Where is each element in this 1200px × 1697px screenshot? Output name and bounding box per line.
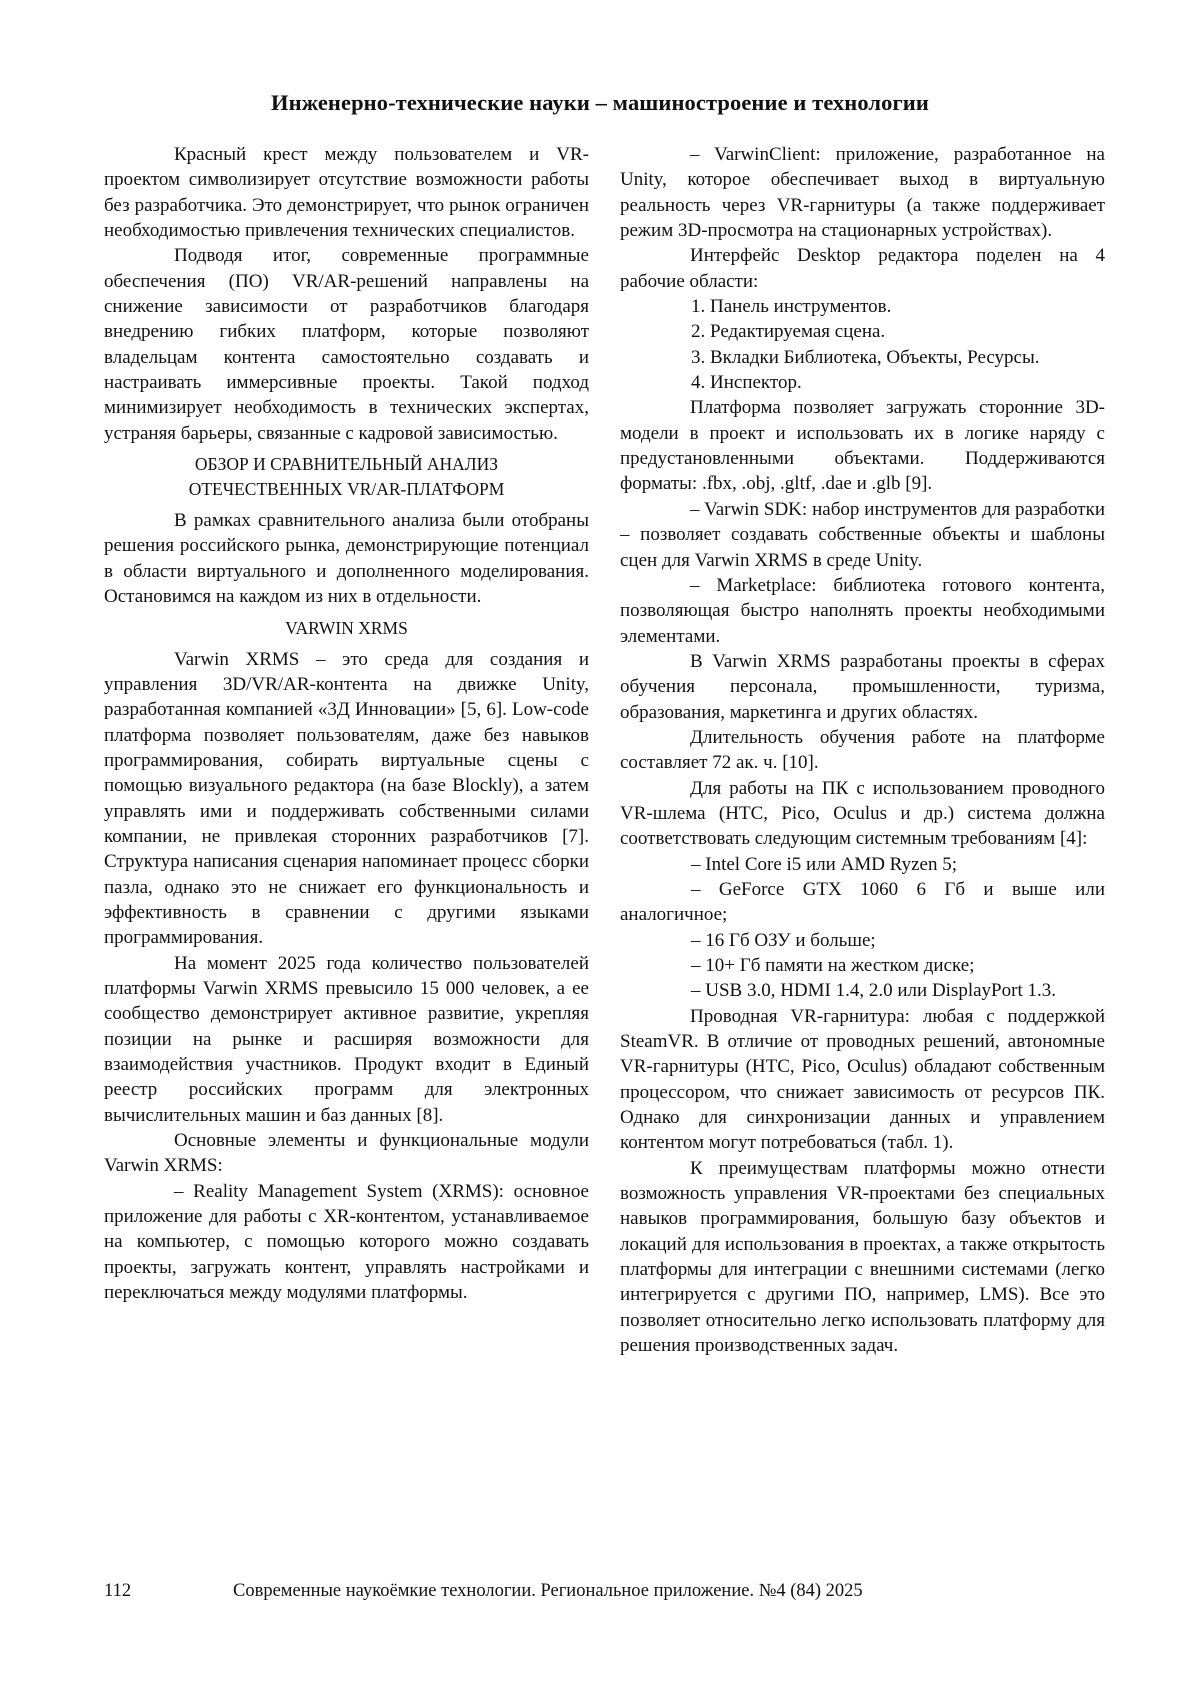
list-item: 4. Инспектор.	[691, 372, 802, 394]
paragraph: – Varwin SDK: набор инструментов для разработки – позволяет создавать собственные объекты и шаблоны сцен для Varwin XRMS в среде Unity.	[620, 498, 1105, 571]
paragraph: К преимуществам платформы можно отнести возможность управления VR-проектами без специальных навыков программирования, большую базу объектов и локаций для использования в проектах, а также открытость платформы для интеграции с внешними системами (легко интегрируется с другими ПО, например, LMS). Все это позволяет относительно легко использовать платформу для решения производственных задач.	[620, 1157, 1105, 1357]
paragraph: Varwin XRMS – это среда для создания и управления 3D/VR/AR-контента на движке Unity, разработанная компанией «3Д Инновации» [5, 6]. Low-code платформа позволяет пользователям, даже без навыков программирования, собирать виртуальные сцены с помощью визуального редактора (на базе Blockly), а затем управлять ими и поддерживать собственными силами компании, не привлекая сторонних разработчиков [7]. Структура написания сценария напоминает процесс сборки пазла, однако это не снижает его функциональность и эффективность в сравнении с другими языками программирования.	[104, 648, 589, 949]
list-item: 1. Панель инструментов.	[691, 296, 892, 318]
journal-title: Современные наукоёмкие технологии. Региональное приложение. №4 (84) 2025	[233, 1581, 863, 1601]
requirement-item: – Intel Core i5 или AMD Ryzen 5;	[691, 853, 957, 875]
section-heading: ОБЗОР И СРАВНИТЕЛЬНЫЙ АНАЛИЗ ОТЕЧЕСТВЕННЫХ VR/AR-ПЛАТФОРМ	[188, 454, 505, 500]
requirement-item: – GeForce GTX 1060 6 Гб и выше или аналогичное;	[620, 878, 1105, 926]
paragraph: В Varwin XRMS разработаны проекты в сферах обучения персонала, промышленности, туризма, образования, маркетинга и других областях.	[620, 650, 1105, 723]
paragraph: Платформа позволяет загружать сторонние 3D-модели в проект и использовать их в логике наряду с предустановленными объектами. Поддерживаются форматы: .fbx, .obj, .gltf, .dae и .glb [9].	[620, 397, 1105, 495]
paragraph: Основные элементы и функциональные модули Varwin XRMS:	[104, 1130, 589, 1177]
right-column	[620, 142, 1105, 1359]
paragraph: Для работы на ПК с использованием проводного VR-шлема (HTC, Pico, Oculus и др.) система должна соответствовать следующим системным требованиям [4]:	[620, 777, 1105, 850]
running-header: Инженерно-технические науки – машиностроение и технологии	[271, 90, 929, 115]
section-heading: VARWIN XRMS	[285, 617, 408, 638]
paragraph: – Marketplace: библиотека готового контента, позволяющая быстро наполнять проекты необходимыми элементами.	[620, 574, 1105, 647]
paragraph: Длительность обучения работе на платформе составляет 72 ак. ч. [10].	[620, 726, 1105, 774]
paragraph: В рамках сравнительного анализа были отобраны решения российского рынка, демонстрирующие потенциал в области виртуального и дополненного моделирования. Остановимся на каждом из них в отдельности.	[104, 510, 589, 608]
list-item: 3. Вкладки Библиотека, Объекты, Ресурсы.	[691, 346, 1040, 368]
left-column	[104, 142, 589, 1305]
paragraph: Подводя итог, современные программные обеспечения (ПО) VR/AR-решений направлены на снижение зависимости от разработчиков благодаря внедрению гибких платформ, которые позволяют владельцам контента самостоятельно создавать и настраивать иммерсивные проекты. Такой подход минимизирует необходимость в технических экспертах, устраняя барьеры, связанные с кадровой зависимостью.	[104, 245, 589, 444]
paragraph: Проводная VR-гарнитура: любая с поддержкой SteamVR. В отличие от проводных решений, автономные VR-гарнитуры (HTC, Pico, Oculus) обладают собственным процессором, что снижает зависимость от ресурсов ПК. Однако для синхронизации данных и управлением контентом могут потребоваться (табл. 1).	[620, 1005, 1105, 1154]
page-number: 112	[104, 1581, 132, 1601]
requirement-item: – 16 Гб ОЗУ и больше;	[691, 929, 876, 951]
paragraph: Красный крест между пользователем и VR-проектом символизирует отсутствие возможности работы без разработчика. Это демонстрирует, что рынок ограничен необходимостью привлечения технических специалистов.	[104, 144, 589, 242]
paragraph: – Reality Management System (XRMS): основное приложение для работы с XR-контентом, устанавливаемое на компьютер, с помощью которого можно создавать проекты, загружать контент, управлять настройками и переключаться между модулями платформы.	[104, 1180, 589, 1304]
paragraph: Интерфейс Desktop редактора поделен на 4 рабочие области:	[620, 245, 1105, 292]
paragraph: – VarwinClient: приложение, разработанное на Unity, которое обеспечивает выход в виртуальную реальность через VR-гарнитуры (а также поддерживает режим 3D-просмотра на стационарных устройствах).	[620, 144, 1105, 242]
paragraph: На момент 2025 года количество пользователей платформы Varwin XRMS превысило 15 000 человек, а ее сообщество демонстрирует активное развитие, укрепляя позиции на рынке и расширяя возможности для взаимодействия участников. Продукт входит в Единый реестр российских программ для электронных вычислительных машин и баз данных [8].	[104, 952, 589, 1126]
requirement-item: – 10+ Гб памяти на жестком диске;	[691, 955, 975, 976]
list-item: 2. Редактируемая сцена.	[691, 321, 886, 343]
requirement-item: – USB 3.0, HDMI 1.4, 2.0 или DisplayPort 1.3.	[691, 980, 1056, 1002]
